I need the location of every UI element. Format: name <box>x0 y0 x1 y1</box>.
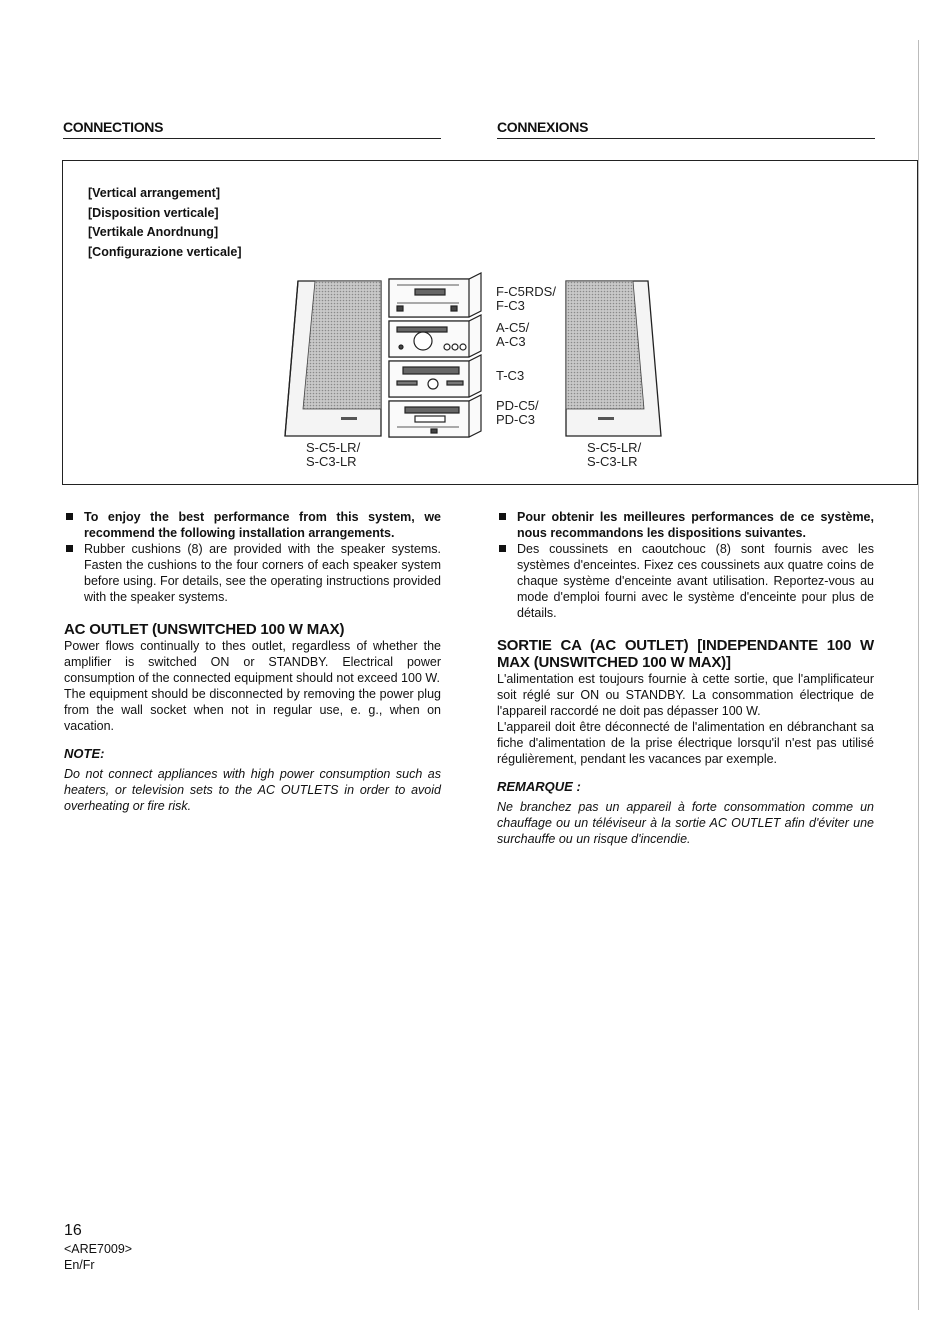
english-paragraph-1: Power flows continually to thes outlet, regardless of whether the amplifier is switched ON or STANDBY. Electrical power consumption of the connected equipment should not exceed 100 W. <box>64 639 441 685</box>
french-column <box>497 509 874 847</box>
english-column <box>64 509 441 814</box>
component-stack <box>389 273 481 437</box>
bullet-square-icon <box>66 545 73 552</box>
label-cd-player: PD-C5/ PD-C3 <box>496 398 539 427</box>
french-bullet-2: Des coussinets en caoutchouc (8) sont fournis avec les systèmes d'enceintes. Fixez ces coussinets aux quatre coins de chaque système d'enceinte avant utilisation. Reportez-vous au mode d'emploi fourni avec le système d'enceinte pour plus de détails. <box>497 541 874 621</box>
section-header-connexions: CONNEXIONS <box>497 119 875 139</box>
arrangement-label-it: [Configurazione verticale] <box>88 244 242 259</box>
french-section-title: SORTIE CA (AC OUTLET) [INDEPENDANTE 100 W MAX (UNSWITCHED 100 W MAX)] <box>497 637 874 671</box>
figure-box <box>62 160 918 485</box>
bullet-square-icon <box>499 513 506 520</box>
label-tape-deck: T-C3 <box>496 368 525 383</box>
arrangement-label-fr: [Disposition verticale] <box>88 205 219 220</box>
label-right-speaker: S-C5-LR/ S-C3-LR <box>587 440 642 469</box>
left-speaker <box>285 281 381 436</box>
document-code: <ARE7009> <box>64 1242 133 1256</box>
label-amplifier: A-C5/ A-C3 <box>496 320 530 349</box>
section-header-connections: CONNECTIONS <box>63 119 441 139</box>
french-bullet-1: Pour obtenir les meilleures performances de ce système, nous recommandons les dispositions suivantes. <box>497 509 874 541</box>
french-note-title: REMARQUE : <box>497 779 581 794</box>
french-paragraph-1: L'alimentation est toujours fournie à cette sortie, que l'amplificateur soit réglé sur ON ou STANDBY. La consommation électrique de l'appareil raccordé ne doit pas dépasser 100 W. <box>497 672 874 718</box>
bullet-square-icon <box>66 513 73 520</box>
arrangement-label-en: [Vertical arrangement] <box>88 186 220 200</box>
english-bullet-1: To enjoy the best performance from this system, we recommend the following installation arrangements. <box>64 509 441 541</box>
english-note-text: Do not connect appliances with high power consumption such as heaters, or television sets to the AC OUTLETS in order to avoid overheating or fire risk. <box>64 767 441 813</box>
language-code: En/Fr <box>64 1258 95 1272</box>
system-illustration <box>63 161 916 483</box>
label-left-speaker: S-C5-LR/ S-C3-LR <box>306 440 361 469</box>
bullet-square-icon <box>499 545 506 552</box>
label-tuner: F-C5RDS/ F-C3 <box>496 284 556 313</box>
french-note-text: Ne branchez pas un appareil à forte consommation comme un chauffage ou un téléviseur à la sortie AC OUTLET afin d'éviter une surchauffe ou un risque d'incendie. <box>497 800 874 846</box>
english-paragraph-2: The equipment should be disconnected by removing the power plug from the wall socket when not in regular use, e. g., when on vacation. <box>64 687 441 733</box>
arrangement-label-de: [Vertikale Anordnung] <box>88 225 219 239</box>
page-number: 16 <box>64 1222 82 1239</box>
english-bullet-2: Rubber cushions (8) are provided with the speaker systems. Fasten the cushions to the four corners of each speaker system before using. For details, see the operating instructions provided with the speaker systems. <box>64 541 441 605</box>
page-edge-line <box>918 40 919 1310</box>
page-footer <box>64 1221 132 1273</box>
right-speaker <box>566 281 661 436</box>
french-paragraph-2: L'appareil doit être déconnecté de l'alimentation en débranchant sa fiche d'alimentation de la prise électrique lorsqu'il n'est pas utilisé régulièrement, pendant les vacances par exemple. <box>497 720 874 766</box>
english-section-title: AC OUTLET (UNSWITCHED 100 W MAX) <box>64 621 345 638</box>
english-note-title: NOTE: <box>64 746 105 761</box>
